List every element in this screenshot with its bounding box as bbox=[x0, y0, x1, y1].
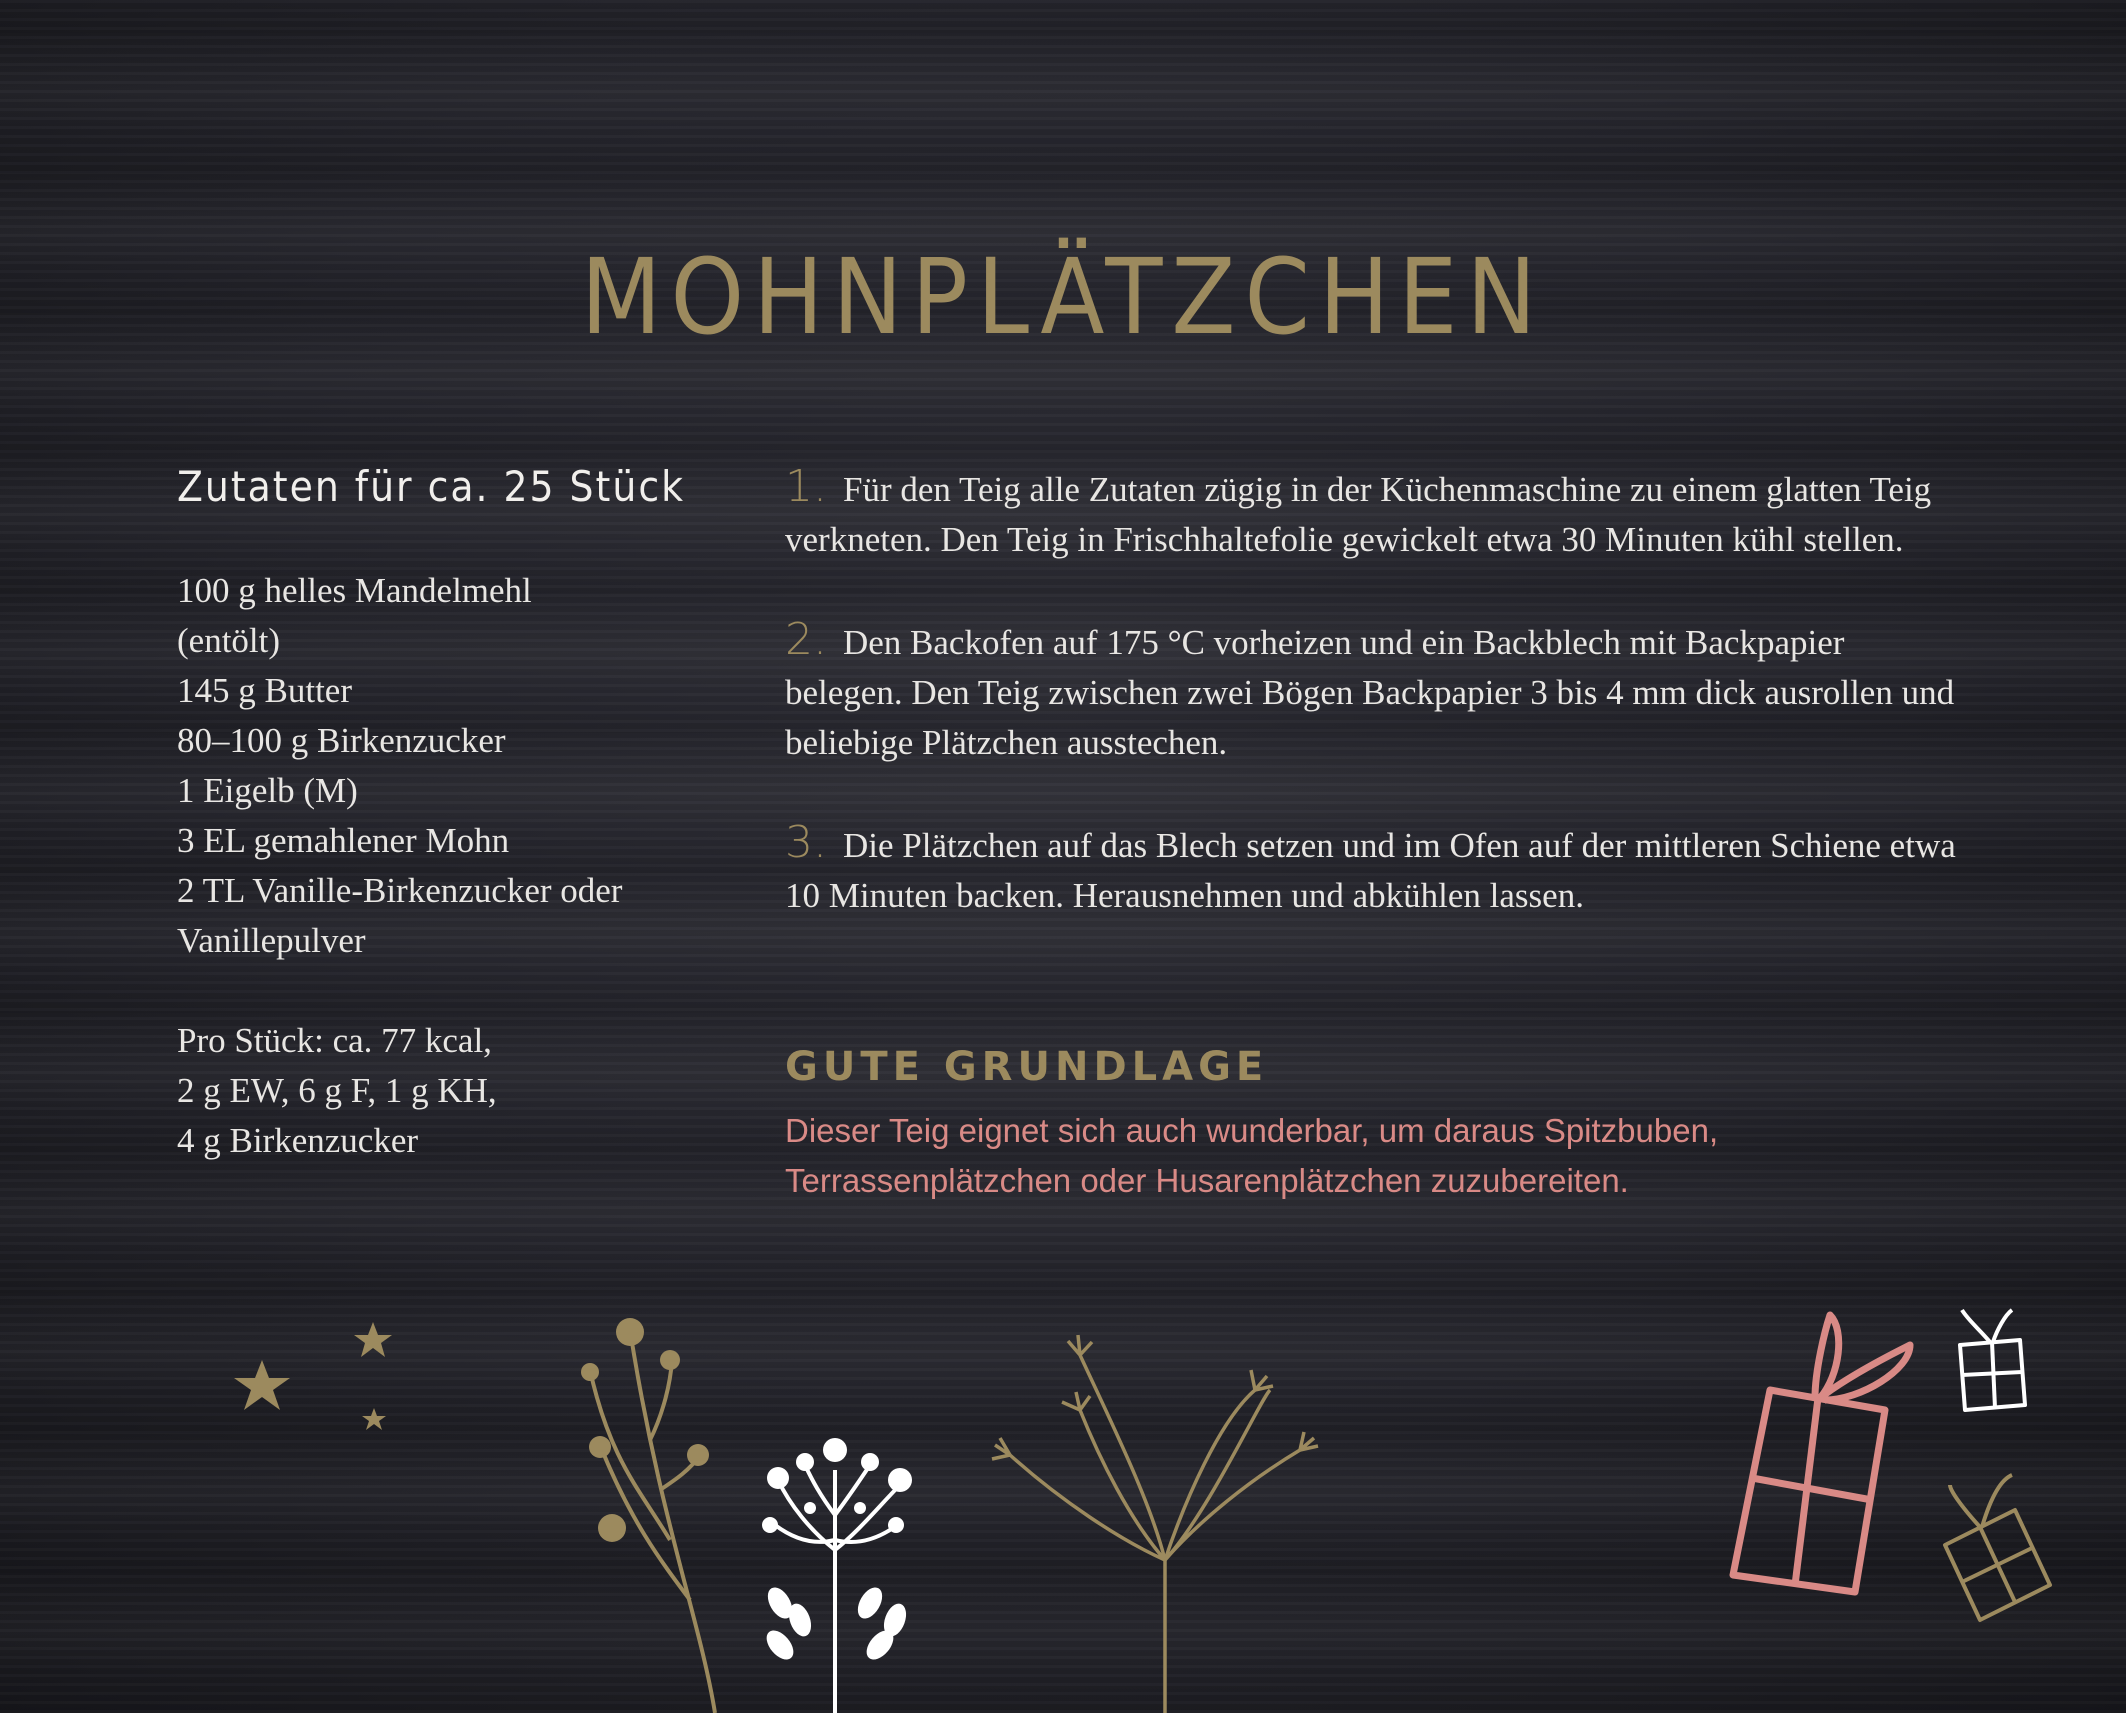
nutrition-line: Pro Stück: ca. 77 kcal, bbox=[177, 1021, 492, 1060]
step-number: 3. bbox=[785, 817, 827, 868]
step-number: 1. bbox=[785, 461, 827, 512]
ingredients-heading: Zutaten für ca. 25 Stück bbox=[177, 462, 685, 511]
flower-icon bbox=[775, 1465, 900, 1713]
step-number: 2. bbox=[785, 614, 827, 665]
ingredient-item: 1 Eigelb (M) bbox=[177, 771, 358, 810]
gift-icon bbox=[1960, 1310, 2025, 1410]
nutrition-line: 4 g Birkenzucker bbox=[177, 1121, 419, 1160]
tip-text: Dieser Teig eignet sich auch wunderbar, um daraus Spitzbuben, Terrassenplätzchen oder Husarenplätzchen zuzubereiten. bbox=[785, 1112, 1719, 1199]
gift-icon bbox=[1733, 1315, 1910, 1592]
gift-icon bbox=[1945, 1475, 2050, 1620]
berries bbox=[581, 1318, 709, 1542]
star-icon bbox=[354, 1322, 392, 1357]
ingredient-item: Vanillepulver bbox=[177, 921, 366, 960]
tip-heading: GUTE GRUNDLAGE bbox=[785, 1044, 1269, 1090]
stars-decoration bbox=[234, 1322, 392, 1430]
dandelion-icon bbox=[992, 1335, 1318, 1713]
ingredient-item: 2 TL Vanille-Birkenzucker oder bbox=[177, 871, 623, 910]
step-text: Den Backofen auf 175 °C vorheizen und ein Backblech mit Backpapier belegen. Den Teig zwischen zwei Bögen Backpapier 3 bis 4 mm dick ausrollen und beliebige Plätzchen ausstechen. bbox=[785, 623, 1955, 762]
ingredient-item: 145 g Butter bbox=[177, 671, 352, 710]
star-icon bbox=[234, 1360, 290, 1410]
ingredient-item: 100 g helles Mandelmehl bbox=[177, 571, 532, 610]
page-title: MOHNPLÄTZCHEN bbox=[580, 236, 1546, 358]
step-text: Für den Teig alle Zutaten zügig in der Küchenmaschine zu einem glatten Teig verkneten. Den Teig in Frischhaltefolie gewickelt etwa 30 Minuten kühl stellen. bbox=[785, 470, 1932, 559]
star-icon bbox=[362, 1408, 386, 1430]
ingredient-item: 80–100 g Birkenzucker bbox=[177, 721, 506, 760]
nutrition-line: 2 g EW, 6 g F, 1 g KH, bbox=[177, 1071, 497, 1110]
ingredient-item: 3 EL gemahlener Mohn bbox=[177, 821, 510, 860]
step-text: Die Plätzchen auf das Blech setzen und im Ofen auf der mittleren Schiene etwa 10 Minuten backen. Herausnehmen und abkühlen lassen. bbox=[785, 826, 1956, 915]
ingredient-item: (entölt) bbox=[177, 621, 281, 660]
